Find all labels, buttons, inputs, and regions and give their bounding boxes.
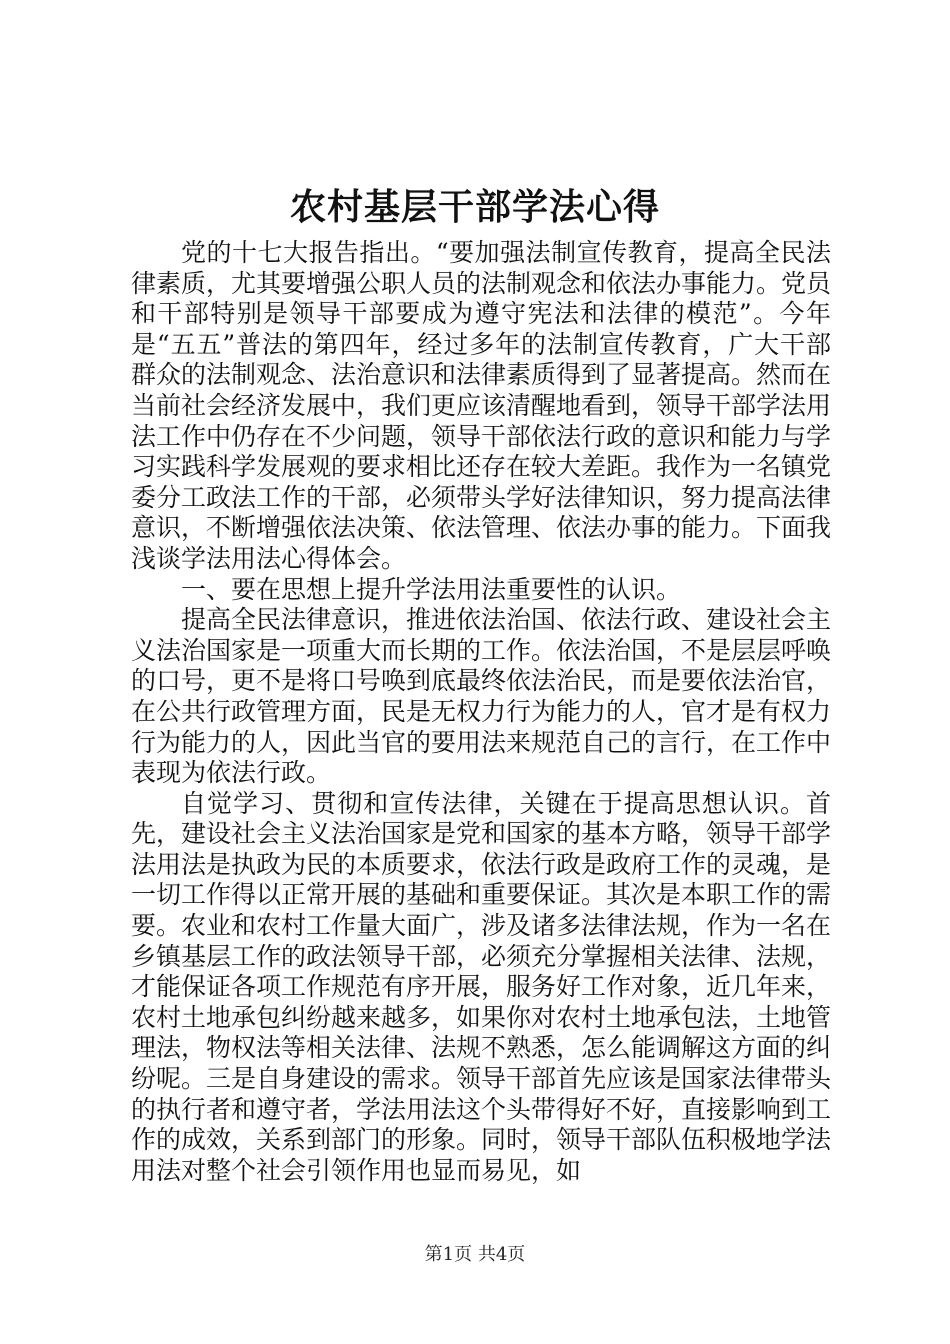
- paragraph-rule-of-law: 提高全民法律意识，推进依法治国、依法行政、建设社会主义法治国家是一项重大而长期的工作。依法治国，不是层层呼唤的口号，更不是将口号唤到底最终依法治民，而是要依法治官，在公共行政管理方面，民是无权力行为能力的人，官才是有权力行为能力的人，因此当官的要用法来规范自己的言行，在工作中表现为依法行政。: [131, 605, 832, 788]
- document-title: 农村基层干部学法心得: [289, 186, 660, 228]
- page-footer: 第1页 共4页: [424, 1244, 526, 1265]
- section-heading-1: 一、要在思想上提升学法用法重要性的认识。: [181, 574, 682, 604]
- paragraph-intro: 党的十七大报告指出。“要加强法制宣传教育，提高全民法律素质，尤其要增强公职人员的法制观念和依法办事能力。党员和干部特别是领导干部要成为遵守宪法和法律的模范”。今年是“五五”普法的第四年，经过多年的法制宣传教育，广大干部群众的法制观念、法治意识和法律素质得到了显著提高。然而在当前社会经济发展中，我们更应该清醒地看到，领导干部学法用法工作中仍存在不少问题，领导干部依法行政的意识和能力与学习实践科学发展观的要求相比还存在较大差距。我作为一名镇党委分工政法工作的干部，必须带头学好法律知识，努力提高法律意识，不断增强依法决策、依法管理、依法办事的能力。下面我浅谈学法用法心得体会。: [131, 238, 832, 573]
- paragraph-awareness: 自觉学习、贯彻和宣传法律，关键在于提高思想认识。首先，建设社会主义法治国家是党和国家的基本方略，领导干部学法用法是执政为民的本质要求，依法行政是政府工作的灵魂，是一切工作得以正常开展的基础和重要保证。其次是本职工作的需要。农业和农村工作量大面广，涉及诸多法律法规，作为一名在乡镇基层工作的政法领导干部，必须充分掌握相关法律、法规，才能保证各项工作规范有序开展，服务好工作对象，近几年来，农村土地承包纠纷越来越多，如果你对农村土地承包法，土地管理法，物权法等相关法律、法规不熟悉，怎么能调解这方面的纠纷呢。三是自身建设的需求。领导干部首先应该是国家法律带头的执行者和遵守者，学法用法这个头带得好不好，直接影响到工作的成效，关系到部门的形象。同时，领导干部队伍积极地学法用法对整个社会引领作用也显而易见，如: [131, 788, 832, 1185]
- document-body: [131, 238, 831, 1186]
